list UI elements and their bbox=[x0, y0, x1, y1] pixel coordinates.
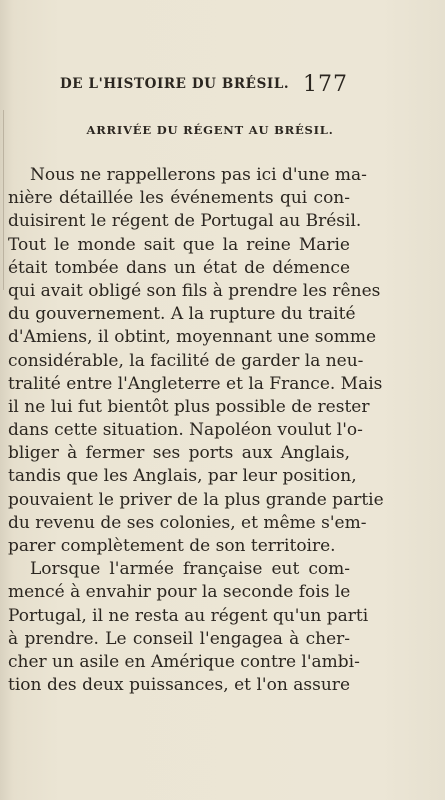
text-line: d'Amiens, il obtint, moyennant une somme bbox=[8, 327, 377, 348]
text-line: du gouvernement. A la rupture du traité bbox=[8, 304, 356, 325]
text-line: Portugal, il ne resta au régent qu'un parti bbox=[8, 605, 369, 626]
text-line: cher un asile en Amérique contre l'ambi- bbox=[8, 651, 360, 672]
section-heading: ARRIVÉE DU RÉGENT AU BRÉSIL. bbox=[86, 123, 334, 137]
text-line: qui avait obligé son fils à prendre les rênes bbox=[8, 280, 381, 301]
text-line: mencé à envahir pour la seconde fois le bbox=[8, 582, 351, 603]
running-title: DE L'HISTOIRE DU BRÉSIL. bbox=[60, 76, 290, 92]
text-line: tralité entre l'Angleterre et la France. Mais bbox=[8, 373, 383, 394]
gutter-shadow bbox=[3, 110, 4, 290]
text-line: pouvaient le priver de la plus grande partie bbox=[8, 489, 384, 510]
text-line: Lorsque l'armée française eut com- bbox=[30, 559, 350, 580]
text-line: du revenu de ses colonies, et même s'em- bbox=[8, 512, 367, 533]
text-line: il ne lui fut bientôt plus possible de rester bbox=[8, 396, 370, 417]
text-line: tion des deux puissances, et l'on assure bbox=[8, 675, 350, 696]
text-line: nière détaillée les événements qui con- bbox=[8, 188, 350, 209]
body-text bbox=[8, 164, 384, 697]
text-line: à prendre. Le conseil l'engagea à cher- bbox=[8, 628, 350, 649]
page-number: 177 bbox=[303, 72, 348, 97]
text-line: bliger à fermer ses ports aux Anglais, bbox=[8, 443, 350, 464]
text-line: Tout le monde sait que la reine Marie bbox=[8, 234, 350, 255]
text-line: Nous ne rappellerons pas ici d'une ma- bbox=[30, 165, 367, 185]
text-line: duisirent le régent de Portugal au Brésil. bbox=[8, 211, 362, 232]
text-line: était tombée dans un état de démence bbox=[8, 257, 350, 278]
text-line: tandis que les Anglais, par leur position, bbox=[8, 466, 357, 487]
running-head bbox=[60, 72, 348, 102]
text-line: dans cette situation. Napoléon voulut l'o- bbox=[8, 420, 363, 441]
text-line: parer complètement de son territoire. bbox=[8, 536, 336, 556]
text-line: considérable, la facilité de garder la neu- bbox=[8, 350, 364, 371]
